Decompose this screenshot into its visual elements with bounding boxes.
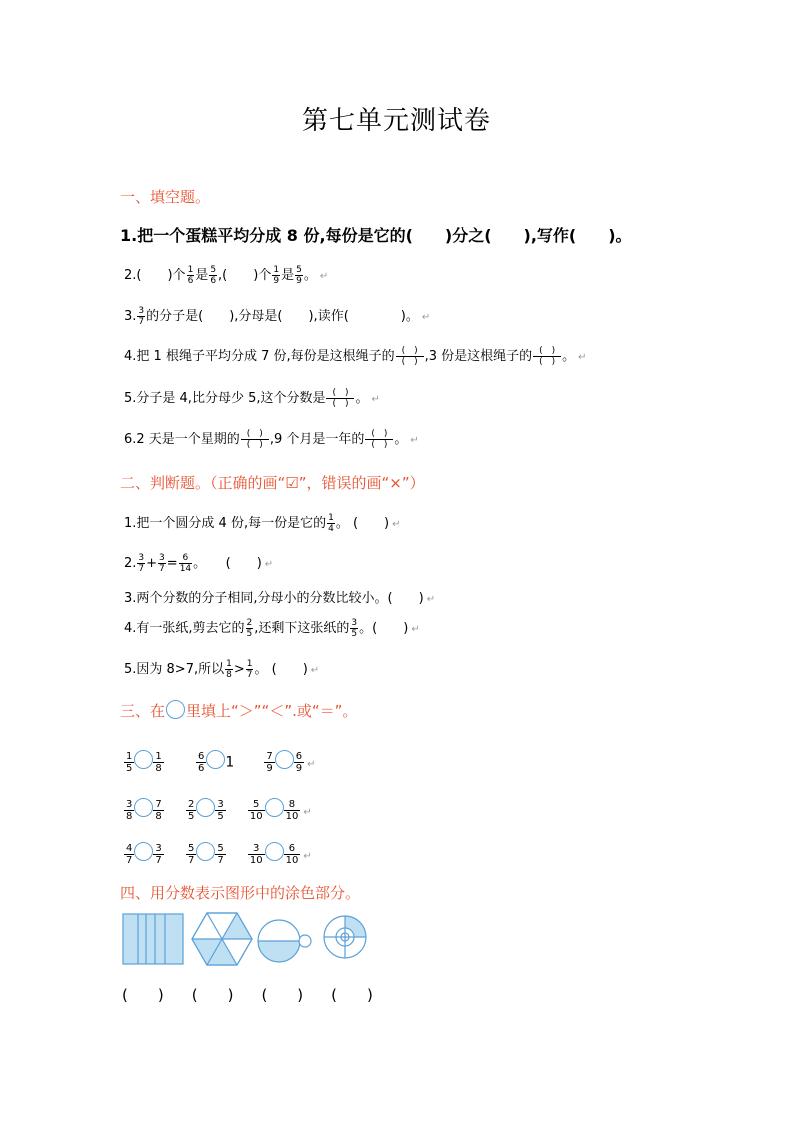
numerator: ( ) bbox=[533, 346, 561, 357]
compare-circle[interactable] bbox=[196, 842, 215, 861]
fraction bbox=[248, 843, 265, 866]
compare-circle[interactable] bbox=[265, 798, 284, 817]
fraction bbox=[124, 843, 134, 866]
numerator: ( ) bbox=[365, 429, 393, 440]
q2-text-d: 是 bbox=[281, 268, 295, 283]
denominator: 10 bbox=[285, 855, 299, 866]
j5-text-b: 。 ( ) bbox=[254, 662, 308, 677]
denominator: 6 bbox=[210, 276, 217, 286]
fraction bbox=[153, 799, 163, 822]
denominator: 10 bbox=[249, 855, 263, 866]
denominator: ( ) bbox=[401, 357, 418, 367]
return-mark: ↵ bbox=[410, 435, 419, 446]
blank-fraction bbox=[365, 429, 393, 450]
compare-circle[interactable] bbox=[275, 750, 294, 769]
denominator: 9 bbox=[266, 763, 273, 774]
answer-blank[interactable]: ( ) bbox=[191, 986, 234, 1004]
numerator: 4 bbox=[126, 843, 133, 854]
denominator: 9 bbox=[273, 276, 280, 286]
fill-question-3 bbox=[124, 305, 430, 327]
numerator: 1 bbox=[226, 659, 232, 669]
return-mark: ↵ bbox=[411, 624, 420, 635]
fill-question-5 bbox=[124, 387, 380, 409]
j1-text-a: 1.把一个圆分成 4 份,每一份是它的 bbox=[124, 516, 327, 531]
numerator: 2 bbox=[246, 618, 253, 628]
q5-text-a: 5.分子是 4,比分母少 5,这个分数是 bbox=[124, 391, 326, 406]
denominator: 6 bbox=[197, 763, 205, 774]
denominator: 7 bbox=[246, 670, 253, 680]
numerator: ( ) bbox=[241, 429, 269, 440]
fraction bbox=[248, 799, 265, 822]
page-title: 第七单元测试卷 bbox=[301, 106, 491, 136]
fraction bbox=[246, 659, 254, 680]
return-mark: ↵ bbox=[426, 594, 436, 605]
denominator: ( ) bbox=[539, 357, 556, 367]
return-mark: ↵ bbox=[310, 665, 320, 676]
fraction bbox=[225, 659, 233, 680]
blank-fraction bbox=[396, 346, 424, 367]
j2-text-a: 2. bbox=[124, 556, 137, 571]
numerator: ( ) bbox=[326, 388, 354, 399]
numerator: 3 bbox=[248, 843, 265, 855]
q2-text-b: 是 bbox=[195, 268, 209, 283]
fraction bbox=[264, 751, 274, 774]
whole-number: 1 bbox=[225, 754, 235, 771]
denominator: 8 bbox=[155, 763, 162, 774]
fraction bbox=[158, 553, 166, 574]
s2-pre: 二、判断题。（正确的画“ bbox=[120, 474, 286, 492]
fill-question-1: 1.把一个蛋糕平均分成 8 份,每份是它的( )分之( ),写作( )。 bbox=[120, 226, 632, 245]
fraction bbox=[295, 265, 303, 286]
q3-text: 的分子是( ),分母是( ),读作( )。 bbox=[146, 309, 419, 324]
fraction bbox=[246, 618, 254, 639]
fraction bbox=[327, 513, 335, 534]
fraction bbox=[215, 843, 225, 866]
compare-circle[interactable] bbox=[134, 750, 153, 769]
fraction bbox=[124, 751, 134, 774]
denominator: 7 bbox=[159, 564, 165, 574]
denominator: 14 bbox=[179, 564, 192, 574]
judge-question-4 bbox=[124, 617, 420, 639]
j3-text: 3.两个分数的分子相同,分母小的分数比较小。( ) bbox=[124, 591, 424, 606]
compare-circle[interactable] bbox=[134, 798, 153, 817]
fraction bbox=[137, 553, 145, 574]
numerator: 5 bbox=[210, 265, 217, 275]
judge-question-5 bbox=[124, 658, 319, 680]
judge-question-1 bbox=[124, 512, 400, 534]
numerator: 6 bbox=[284, 843, 301, 855]
numerator: 3 bbox=[138, 306, 145, 316]
denominator: 7 bbox=[138, 317, 145, 327]
fill-question-6 bbox=[124, 428, 419, 450]
return-mark: ↵ bbox=[392, 519, 401, 530]
denominator: 8 bbox=[226, 670, 232, 680]
denominator: 7 bbox=[155, 855, 162, 866]
s3-pre: 三、在 bbox=[120, 702, 166, 720]
return-mark: ↵ bbox=[578, 352, 587, 363]
compare-circle[interactable] bbox=[196, 798, 215, 817]
numerator: 2 bbox=[187, 799, 195, 810]
fraction bbox=[186, 843, 196, 866]
denominator: 5 bbox=[246, 629, 253, 639]
denominator: 5 bbox=[351, 629, 358, 639]
equals-sign: = bbox=[166, 556, 178, 571]
denominator: 7 bbox=[138, 564, 145, 574]
denominator: 10 bbox=[285, 811, 299, 822]
compare-circle[interactable] bbox=[265, 842, 284, 861]
denominator: 6 bbox=[187, 276, 194, 286]
numerator: 1 bbox=[246, 659, 253, 669]
denominator: 8 bbox=[126, 811, 133, 822]
judge-question-3 bbox=[124, 587, 435, 606]
compare-circle[interactable] bbox=[206, 750, 225, 769]
fraction bbox=[284, 843, 301, 866]
numerator: 3 bbox=[159, 553, 165, 563]
denominator: 5 bbox=[187, 811, 195, 822]
s2-post: ”，错误的画“×”） bbox=[298, 474, 425, 492]
fraction bbox=[209, 265, 217, 286]
numerator: 8 bbox=[284, 799, 301, 811]
j4-text-c: 。( ) bbox=[359, 621, 409, 636]
return-mark: ↵ bbox=[371, 394, 380, 405]
fraction bbox=[187, 265, 195, 286]
plus-sign: + bbox=[146, 556, 158, 571]
denominator: 9 bbox=[296, 276, 302, 286]
q4-text-b: ,3 份是这根绳子的 bbox=[424, 349, 533, 364]
numerator: 1 bbox=[187, 265, 194, 275]
j1-text-b: 。 ( ) bbox=[335, 516, 390, 531]
numerator: 6 bbox=[179, 553, 192, 564]
judge-question-2 bbox=[124, 552, 273, 574]
fraction bbox=[137, 306, 145, 327]
j4-text-a: 4.有一张纸,剪去它的 bbox=[124, 621, 245, 636]
j2-text-b: 。 ( ) bbox=[193, 556, 262, 571]
answer-blank[interactable]: ( ) bbox=[122, 986, 164, 1004]
q2-text-a: 2.( )个 bbox=[124, 268, 186, 283]
fraction bbox=[124, 799, 134, 822]
denominator: 10 bbox=[249, 811, 263, 822]
numerator: 3 bbox=[126, 799, 133, 810]
numerator: 3 bbox=[155, 843, 162, 854]
return-mark: ↵ bbox=[319, 271, 329, 282]
section-judge-heading bbox=[120, 472, 425, 493]
q2-text-e: 。 bbox=[303, 268, 317, 283]
return-mark: ↵ bbox=[307, 759, 316, 770]
numerator: 3 bbox=[217, 799, 224, 810]
fraction bbox=[196, 751, 206, 774]
fraction bbox=[294, 751, 304, 774]
denominator: 5 bbox=[126, 763, 133, 774]
q5-text-b: 。 bbox=[355, 391, 369, 406]
denominator: 7 bbox=[217, 855, 224, 866]
fraction bbox=[186, 799, 196, 822]
denominator: 8 bbox=[155, 811, 162, 822]
denominator: ( ) bbox=[332, 399, 349, 409]
fraction bbox=[350, 618, 358, 639]
numerator: 1 bbox=[126, 751, 133, 762]
greater-than-sign: > bbox=[233, 662, 245, 677]
answer-blank[interactable]: ( ) bbox=[331, 986, 373, 1004]
denominator: ( ) bbox=[246, 440, 263, 450]
hexagon-figure bbox=[191, 911, 253, 967]
section-fill-heading: 一、填空题。 bbox=[120, 188, 211, 206]
q4-text-a: 4.把 1 根绳子平均分成 7 份,每份是这根绳子的 bbox=[124, 349, 395, 364]
return-mark: ↵ bbox=[264, 559, 274, 570]
numerator: 7 bbox=[155, 799, 162, 810]
section-compare-heading bbox=[120, 700, 357, 723]
numerator: 1 bbox=[273, 265, 280, 275]
compare-row-3 bbox=[124, 842, 312, 867]
compare-row-2 bbox=[124, 798, 312, 823]
blank-fraction bbox=[326, 388, 354, 409]
denominator: 9 bbox=[295, 763, 303, 774]
shaded-half bbox=[258, 941, 300, 962]
numerator: 5 bbox=[248, 799, 265, 811]
denominator: 5 bbox=[217, 811, 224, 822]
numerator: 5 bbox=[296, 265, 302, 275]
denominator: 4 bbox=[328, 524, 334, 534]
return-mark: ↵ bbox=[421, 312, 431, 323]
numerator: 6 bbox=[295, 751, 303, 762]
answer-blank[interactable]: ( ) bbox=[261, 986, 304, 1004]
numerator: 7 bbox=[266, 751, 273, 762]
fill-question-4 bbox=[124, 345, 587, 367]
denominator: 7 bbox=[187, 855, 195, 866]
concentric-circles-figure bbox=[322, 914, 368, 960]
compare-circle[interactable] bbox=[134, 842, 153, 861]
fraction bbox=[272, 265, 280, 286]
q6-text-c: 。 bbox=[394, 432, 408, 447]
circle-icon bbox=[166, 700, 185, 719]
numerator: 6 bbox=[197, 751, 205, 762]
blank-fraction bbox=[533, 346, 561, 367]
return-mark: ↵ bbox=[303, 851, 312, 862]
q2-text-c: ,( )个 bbox=[218, 268, 272, 283]
denominator: 7 bbox=[126, 855, 133, 866]
numerator: 1 bbox=[155, 751, 162, 762]
s3-post: 里填上“＞”“＜”.或“＝”。 bbox=[186, 702, 358, 720]
blank-fraction bbox=[241, 429, 269, 450]
numerator: 5 bbox=[187, 843, 195, 854]
q3-prefix: 3. bbox=[124, 309, 137, 324]
fill-question-2 bbox=[124, 264, 328, 286]
return-mark: ↵ bbox=[303, 807, 312, 818]
fraction bbox=[179, 553, 192, 574]
denominator: ( ) bbox=[371, 440, 388, 450]
fraction bbox=[153, 843, 163, 866]
fraction bbox=[284, 799, 301, 822]
fraction bbox=[215, 799, 225, 822]
compare-row-1 bbox=[124, 750, 316, 775]
q6-text-a: 6.2 天是一个星期的 bbox=[124, 432, 240, 447]
numerator: ( ) bbox=[396, 346, 424, 357]
q4-text-c: 。 bbox=[562, 349, 576, 364]
j4-text-b: ,还剩下这张纸的 bbox=[254, 621, 350, 636]
numerator: 3 bbox=[138, 553, 145, 563]
section-shapes-heading: 四、用分数表示图形中的涂色部分。 bbox=[120, 884, 361, 902]
small-circle bbox=[299, 935, 311, 947]
check-icon: ☑ bbox=[285, 474, 299, 492]
j5-text-a: 5.因为 8>7,所以 bbox=[124, 662, 225, 677]
fraction bbox=[153, 751, 163, 774]
half-circle-figure bbox=[256, 917, 314, 965]
numerator: 3 bbox=[351, 618, 358, 628]
q6-text-b: ,9 个月是一年的 bbox=[269, 432, 365, 447]
numerator: 1 bbox=[328, 513, 334, 523]
numerator: 5 bbox=[217, 843, 224, 854]
rectangle-strips-figure bbox=[122, 913, 184, 965]
shape-answer-blanks bbox=[122, 984, 401, 1005]
